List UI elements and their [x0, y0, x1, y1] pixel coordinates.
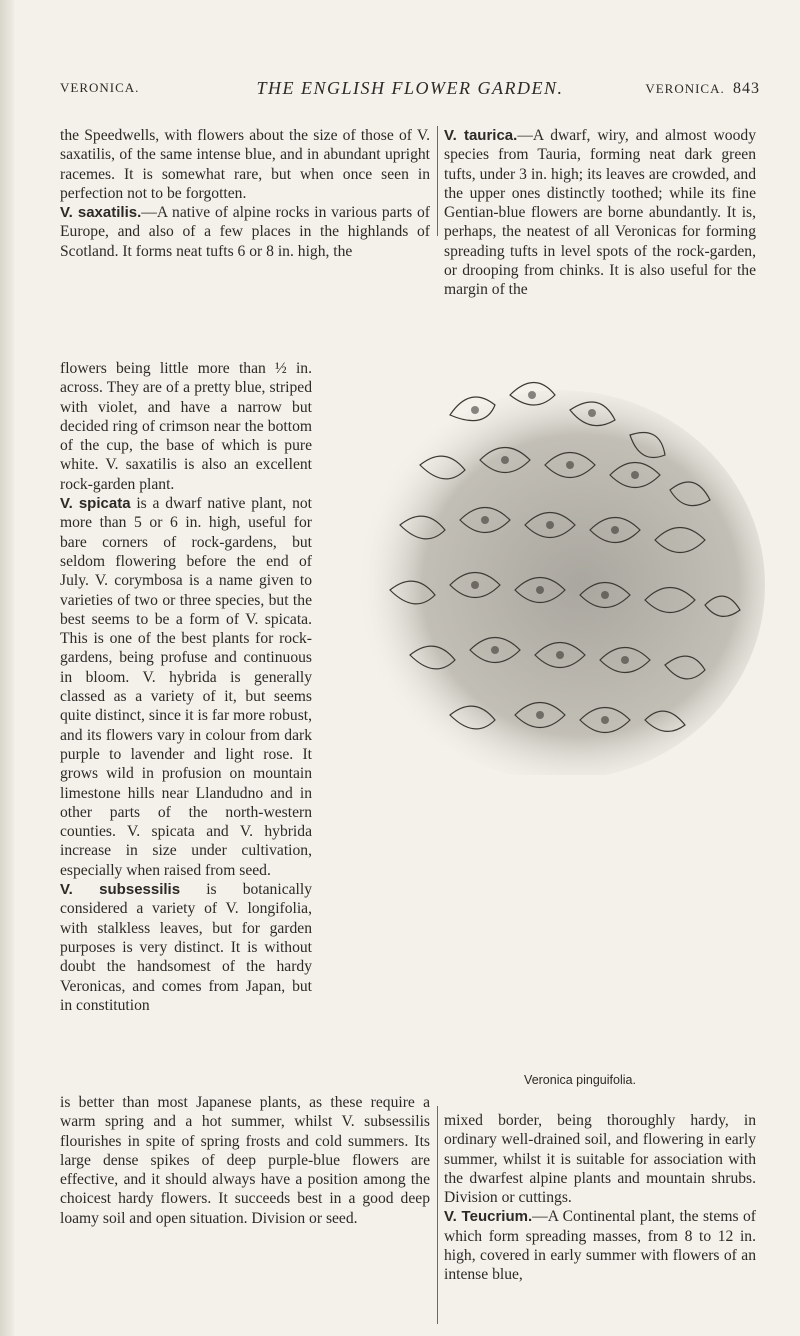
paragraph: V. spicata is a dwarf native plant, not more than 5 or 6 in. high, useful for bare corners of rock-gardens, but seldom flowering before the end of July. V. corymbosa is a name given to varieties of two or three species, but the best seems to be a form of V. spicata. This is one of the best plants for rock-gardens, being profuse and continuous in bloom. V. hybrida is generally classed as a variety of it, but seems quite distinct, since it is far more robust, and its flowers vary in colour from dark purple to lavender and light rose. It grows wild in profusion on mountain limestone hills near Llandudno and in other parts of the north-western counties. V. spicata and V. hybrida increase in size under cultivation, especially when raised from seed. — [60, 495, 312, 879]
column-rule-bottom — [437, 1106, 438, 1324]
paragraph: V. saxatilis.—A native of alpine rocks in various parts of Europe, and also of a few places in the highlands of Scotland. It forms neat tufts 6 or 8 in. high, the — [60, 204, 430, 260]
paragraph: is better than most Japanese plants, as these require a warm spring and a hot summer, whilst V. subsessilis flourishes in spite of spring frosts and cold summers. Its large dense spikes of deep purple-blue flowers are effective, and it should always have a position among the choicest hardy flowers. It succeeds best in a good deep loamy soil and open situation. Division or seed. — [60, 1094, 430, 1227]
paragraph: flowers being little more than ½ in. across. They are of a pretty blue, striped with violet, and have a narrow but decided ring of crimson near the bottom of the cup, the base of which is pure white. V. saxatilis is also an excellent rock-garden plant. — [60, 360, 312, 493]
right-column-bottom — [444, 1111, 756, 1285]
left-column-beside-figure — [60, 359, 312, 1015]
figure-caption: Veronica pinguifolia. — [524, 1073, 636, 1087]
running-header — [60, 80, 760, 104]
column-rule-top — [437, 126, 438, 236]
paragraph: V. subsessilis is botanically considered a variety of V. longifolia, with stalkless leaves, but for garden purposes is very distinct. It is without doubt the handsomest of the hardy Veronicas, and comes from Japan, but in constitution — [60, 881, 312, 1014]
paragraph: V. taurica.—A dwarf, wiry, and almost woody species from Tauria, forming neat dark green tufts, under 3 in. high; its leaves are crowded, and the upper ones distinctly toothed; while its fine Gentian-blue flowers are borne abundantly. It is, perhaps, the neatest of all Veronicas for forming spreading tufts in level spots of the rock-garden, or drooping from chinks. It is also useful for the margin of the — [444, 127, 756, 299]
paragraph: the Speedwells, with flowers about the size of those of V. saxatilis, of the same intense blue, and in abundant upright racemes. It is somewhat rare, but when once seen in perfection not to be forgotten. — [60, 127, 430, 202]
page-spine-shadow — [0, 0, 14, 1336]
veronica-pinguifolia-illustration — [300, 355, 770, 775]
left-column-bottom — [60, 1093, 430, 1228]
paragraph: V. Teucrium.—A Continental plant, the stems of which form spreading masses, from 8 to 12 in. high, covered in early summer with flowers of an intense blue, — [444, 1208, 756, 1284]
header-title: THE ENGLISH FLOWER GARDEN. — [256, 78, 564, 98]
left-column-top — [60, 126, 430, 261]
species-name: V. subsessilis — [60, 881, 181, 899]
species-name: V. Teucrium. — [444, 1208, 533, 1226]
right-column-top — [444, 126, 756, 300]
header-right — [645, 80, 760, 98]
paragraph: mixed border, being thoroughly hardy, in ordinary well-drained soil, and flowering in early summer, whilst it is suitable for association with the dwarfest alpine plants and mountain shrubs. Division or cuttings. — [444, 1112, 756, 1207]
header-right-label: VERONICA. — [645, 81, 725, 96]
species-name: V. saxatilis. — [60, 204, 142, 222]
species-name: V. taurica. — [444, 127, 518, 144]
species-name: V. spicata — [60, 495, 131, 513]
header-left: VERONICA. — [60, 80, 140, 95]
page-number: 843 — [733, 80, 760, 97]
